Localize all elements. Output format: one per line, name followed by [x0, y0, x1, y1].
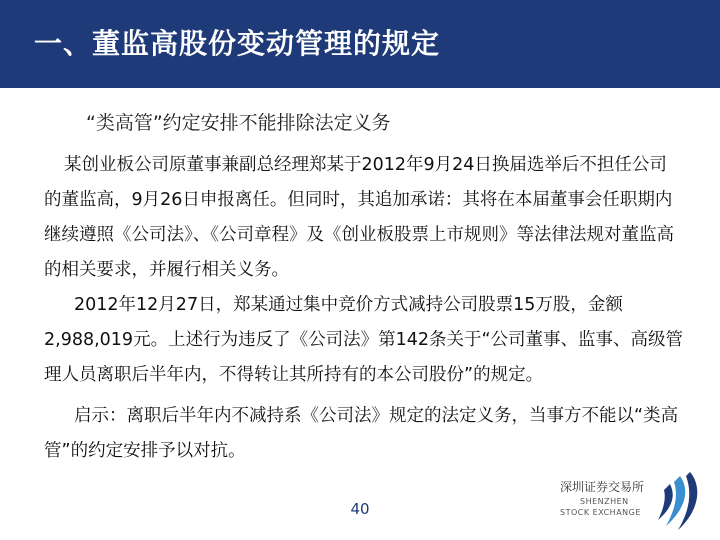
slide-subtitle: “类高管”约定安排不能排除法定义务	[86, 112, 391, 134]
szse-logo-icon	[646, 470, 706, 532]
page-number: 40	[350, 500, 370, 518]
paragraph-case-background: 某创业板公司原董事兼副总经理郑某于2012年9月24日换届选举后不担任公司的董监高，9月26日申报离任。但同时，其追加承诺：其将在本届董事会任职期内继续遵照《公司法》、《公司章程》及《创业板股票上市规则》等法律法规对董监高的相关要求，并履行相关义务。	[44, 155, 674, 280]
paragraph-takeaway: 启示：离职后半年内不减持系《公司法》规定的法定义务，当事方不能以“类高管”的约定安排予以对抗。	[44, 406, 679, 461]
logo-name-cn: 深圳证券交易所	[560, 480, 645, 494]
paragraph-violation: 2012年12月27日，郑某通过集中竞价方式减持公司股票15万股，金额2,988,019元。上述行为违反了《公司法》第142条关于“公司董事、监事、高级管理人员离职后半年内，不得转让其所持有的本公司股份”的规定。	[44, 295, 684, 385]
title-bar	[0, 0, 720, 88]
logo-name-en-line2: STOCK EXCHANGE	[560, 508, 641, 517]
slide-title: 一、董监高股份变动管理的规定	[34, 27, 441, 60]
szse-logo	[560, 470, 720, 540]
logo-name-en-line1: SHENZHEN	[580, 497, 629, 506]
